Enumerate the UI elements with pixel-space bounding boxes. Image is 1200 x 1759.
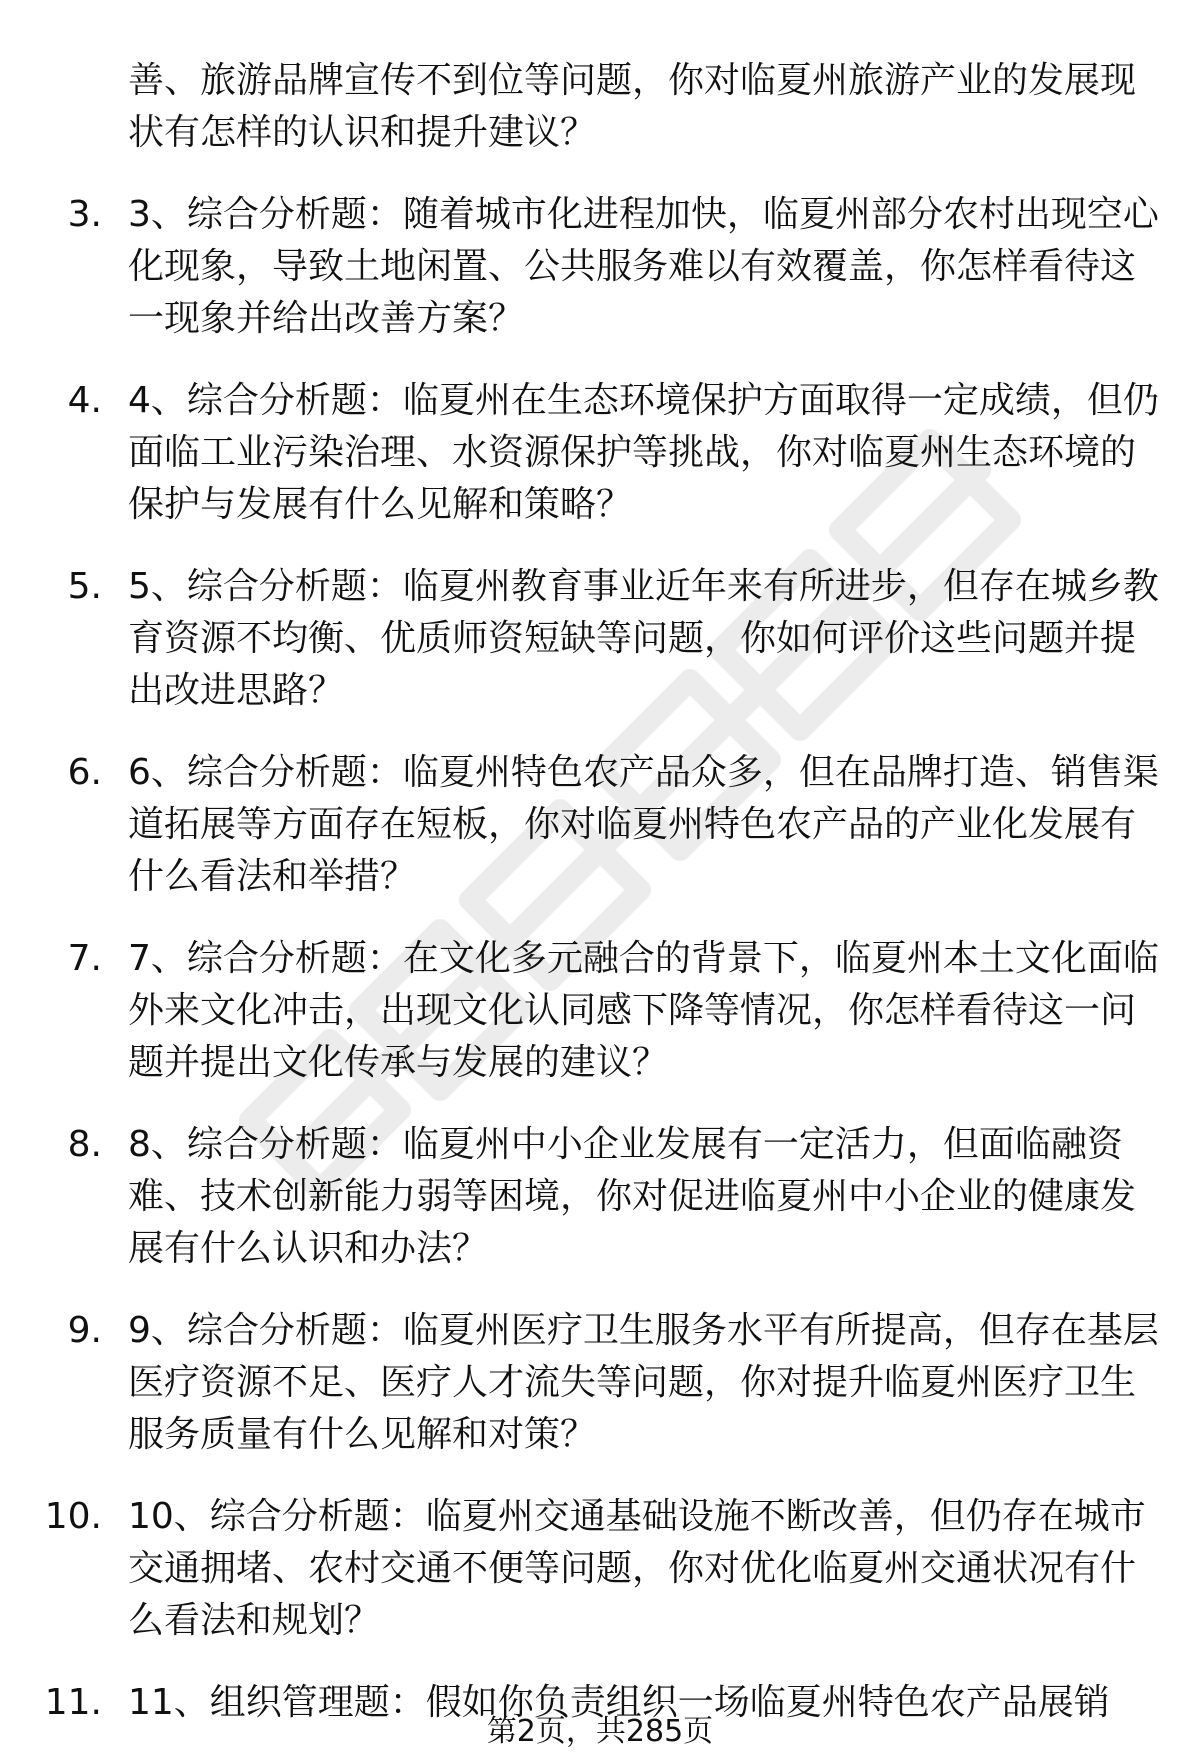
list-item-line: 3、综合分析题：随着城市化进程加快，临夏州部分农村出现空心 [128, 194, 1159, 235]
list-item [0, 933, 1200, 1089]
list-item-line: 么看法和规划？ [128, 1600, 381, 1641]
list-item [0, 189, 1200, 345]
question-list [0, 55, 1200, 1759]
list-item-number: 5. [67, 566, 102, 607]
list-item-text [128, 1491, 1168, 1647]
list-item-number: 11. [44, 1682, 102, 1723]
page-number-footer: 第2页，共285页 [486, 1714, 714, 1749]
list-item-line: 服务质量有什么见解和对策？ [128, 1414, 597, 1455]
list-item-number: 3. [67, 194, 102, 235]
list-item-line: 8、综合分析题：临夏州中小企业发展有一定活力，但面临融资 [128, 1124, 1123, 1165]
list-item-line: 交通拥堵、农村交通不便等问题，你对优化临夏州交通状况有什 [128, 1548, 1137, 1589]
list-item-line: 题并提出文化传承与发展的建议？ [128, 1042, 669, 1083]
list-item-line: 出改进思路？ [128, 670, 345, 711]
list-item-line: 保护与发展有什么见解和策略？ [128, 484, 633, 525]
intro-line: 善、旅游品牌宣传不到位等问题，你对临夏州旅游产业的发展现 [128, 60, 1137, 101]
list-item [0, 1119, 1200, 1275]
list-item-number: 9. [67, 1310, 102, 1351]
list-item-number: 6. [67, 752, 102, 793]
list-item [0, 561, 1200, 717]
list-item-line: 展有什么认识和办法？ [128, 1228, 489, 1269]
continued-paragraph [128, 55, 1168, 159]
list-item-line: 11、组织管理题：假如你负责组织一场临夏州特色农产品展销 [128, 1682, 1110, 1723]
list-item-line: 4、综合分析题：临夏州在生态环境保护方面取得一定成绩，但仍 [128, 380, 1159, 421]
list-item [0, 747, 1200, 903]
list-item-number: 7. [67, 938, 102, 979]
list-item-line: 7、综合分析题：在文化多元融合的背景下，临夏州本土文化面临 [128, 938, 1159, 979]
list-item-line: 6、综合分析题：临夏州特色农产品众多，但在品牌打造、销售渠 [128, 752, 1159, 793]
list-item-text [128, 1119, 1168, 1275]
list-item-line: 9、综合分析题：临夏州医疗卫生服务水平有所提高，但存在基层 [128, 1310, 1159, 1351]
list-item-text [128, 375, 1168, 531]
list-item-line: 育资源不均衡、优质师资短缺等问题，你如何评价这些问题并提 [128, 618, 1137, 659]
intro-line: 状有怎样的认识和提升建议？ [128, 112, 597, 153]
list-item-text [128, 747, 1168, 903]
list-item-line: 道拓展等方面存在短板，你对临夏州特色农产品的产业化发展有 [128, 804, 1137, 845]
list-item [0, 1305, 1200, 1461]
list-item-line: 什么看法和举措？ [128, 856, 417, 897]
list-item [0, 1491, 1200, 1647]
list-item-line: 化现象，导致土地闲置、公共服务难以有效覆盖，你怎样看待这 [128, 246, 1137, 287]
list-item-text [128, 189, 1168, 345]
list-item-text [128, 933, 1168, 1089]
list-item-number: 8. [67, 1124, 102, 1165]
list-item [0, 375, 1200, 531]
list-item-text [128, 561, 1168, 717]
list-item-number: 4. [67, 380, 102, 421]
list-item-line: 外来文化冲击，出现文化认同感下降等情况，你怎样看待这一问 [128, 990, 1137, 1031]
list-item-line: 5、综合分析题：临夏州教育事业近年来有所进步，但存在城乡教 [128, 566, 1159, 607]
list-item-number: 10. [44, 1496, 102, 1537]
list-item-line: 10、综合分析题：临夏州交通基础设施不断改善，但仍存在城市 [128, 1496, 1146, 1537]
list-item-line: 医疗资源不足、医疗人才流失等问题，你对提升临夏州医疗卫生 [128, 1362, 1137, 1403]
list-item-line: 一现象并给出改善方案？ [128, 298, 525, 339]
list-item-line: 难、技术创新能力弱等困境，你对促进临夏州中小企业的健康发 [128, 1176, 1137, 1217]
list-item-line: 面临工业污染治理、水资源保护等挑战，你对临夏州生态环境的 [128, 432, 1137, 473]
list-item-text [128, 1305, 1168, 1461]
